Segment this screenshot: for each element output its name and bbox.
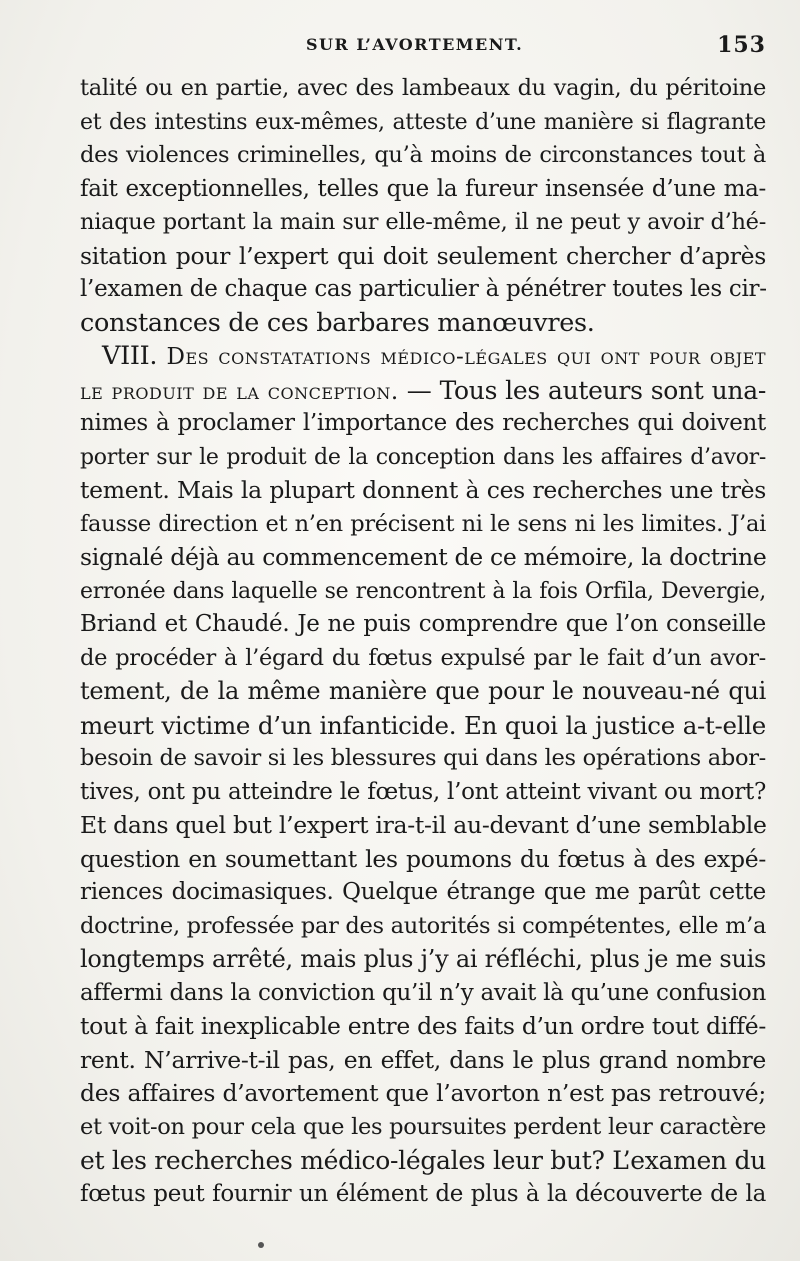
text-line: longtemps arrêté, mais plus j’y ai réfléchi, plus je me suis	[80, 945, 766, 973]
text-line: riences docimasiques. Quelque étrange que me parût cette	[80, 879, 766, 905]
body-text	[80, 72, 766, 1211]
text-line: tement, de la même manière que pour le nouveau-né qui	[80, 677, 766, 705]
page-number: 153	[717, 32, 766, 58]
text-line: tement. Mais la plupart donnent à ces recherches une très	[80, 476, 766, 504]
text-line: Briand et Chaudé. Je ne puis comprendre que l’on conseille	[80, 611, 766, 637]
text-line: porter sur le produit de la conception dans les affaires d’avor-	[80, 444, 766, 470]
text-line: signalé déjà au commencement de ce mémoire, la doctrine	[80, 543, 767, 571]
page-header	[80, 32, 766, 62]
section-title-part2: le produit de la conception.	[80, 378, 399, 405]
section-intro-text: — Tous les auteurs sont una-	[398, 375, 766, 405]
text-line: affermi dans la conviction qu’il n’y avait là qu’une confusion	[80, 979, 766, 1006]
text-line: tives, ont pu atteindre le fœtus, l’ont atteint vivant ou mort?	[80, 778, 766, 805]
section-heading	[80, 340, 766, 374]
text-line: besoin de savoir si les blessures qui dans les opérations abor-	[80, 745, 766, 771]
text-line: et des intestins eux-mêmes, atteste d’une manière si flagrante	[80, 109, 766, 135]
running-title: SUR L’AVORTEMENT.	[306, 35, 524, 54]
section-title-part1: Des constatations médico-légales qui ont pour objet	[166, 344, 766, 370]
text-line: talité ou en partie, avec des lambeaux du vagin, du péritoine	[80, 75, 766, 101]
text-line: fœtus peut fournir un élément de plus à la découverte de la	[80, 1180, 766, 1207]
text-line: de procéder à l’égard du fœtus expulsé par le fait d’un avor-	[80, 644, 766, 671]
text-line: fausse direction et n’en précisent ni le sens ni les limites. J’ai	[80, 510, 766, 537]
text-line: et voit-on pour cela que les poursuites perdent leur caractère	[80, 1113, 766, 1140]
text-line: rent. N’arrive-t-il pas, en effet, dans le plus grand nombre	[80, 1045, 766, 1074]
text-line: niaque portant la main sur elle-même, il ne peut y avoir d’hé-	[80, 209, 766, 235]
text-line: et les recherches médico-légales leur but? L’examen du	[80, 1146, 766, 1175]
footer-ink-dot	[258, 1242, 264, 1248]
text-line: tout à fait inexplicable entre des faits d’un ordre tout diffé-	[80, 1012, 766, 1040]
text-line: Et dans quel but l’expert ira-t-il au-devant d’une semblable	[80, 811, 767, 839]
text-line: nimes à proclamer l’importance des recherches qui doivent	[80, 410, 766, 436]
section-number: VIII.	[102, 341, 158, 371]
text-line: l’examen de chaque cas particulier à pénétrer toutes les cir-	[80, 276, 767, 302]
text-line: question en soumettant les poumons du fœtus à des expé-	[80, 844, 766, 873]
text-line: constances de ces barbares manœuvres.	[80, 307, 595, 338]
text-line: meurt victime d’un infanticide. En quoi la justice a-t-elle	[80, 710, 766, 740]
text-line: doctrine, professée par des autorités si compétentes, elle m’a	[80, 912, 767, 939]
text-line: sitation pour l’expert qui doit seulement chercher d’après	[80, 241, 766, 270]
text-line: des violences criminelles, qu’à moins de circonstances tout à	[80, 142, 766, 168]
section-heading-continued	[80, 374, 766, 408]
text-line: erronée dans laquelle se rencontrent à la fois Orfila, Devergie,	[80, 578, 766, 604]
text-line: fait exceptionnelles, telles que la fureur insensée d’une ma-	[80, 175, 766, 202]
text-line: des affaires d’avortement que l’avorton n’est pas retrouvé;	[80, 1079, 766, 1107]
